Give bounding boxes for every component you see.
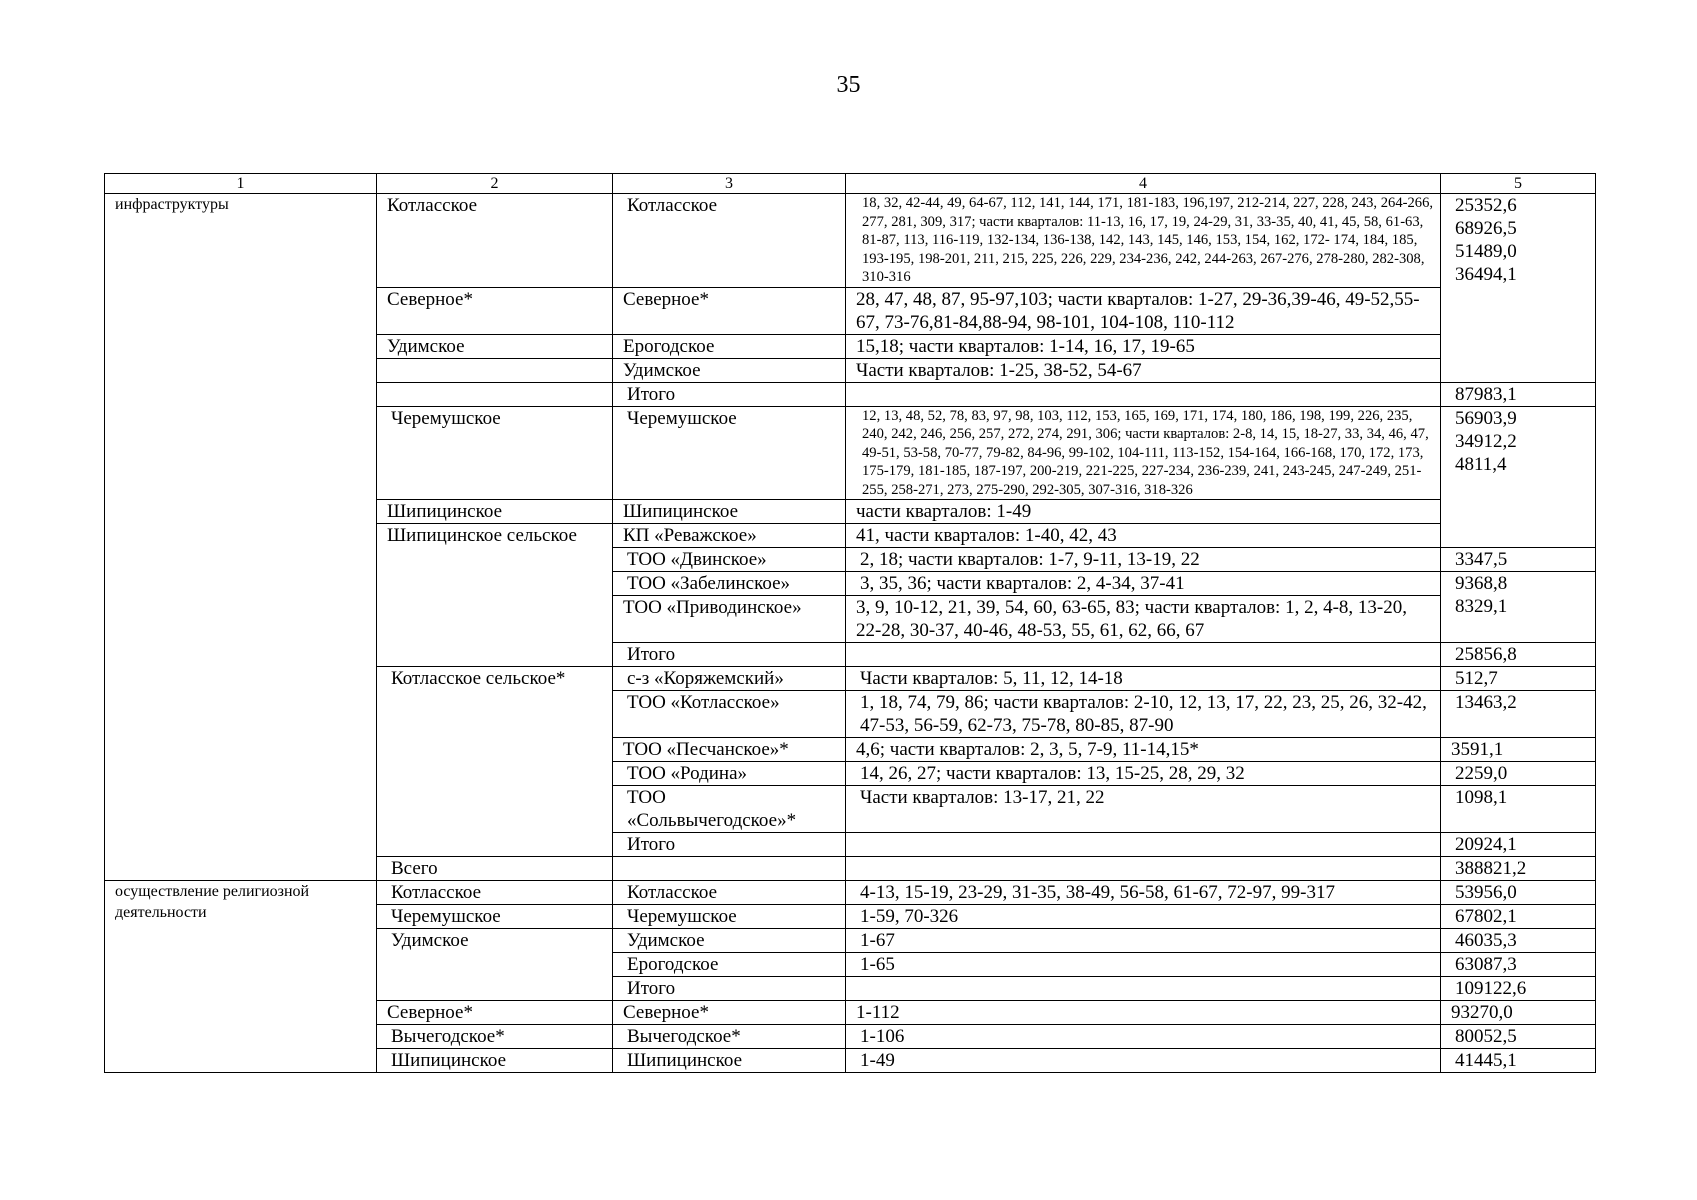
district-cell: Черемушское (613, 905, 846, 929)
district-cell: ТОО «Забелинское» (613, 572, 846, 596)
column-header: 1 (105, 174, 377, 194)
area-cell: 3591,1 (1441, 738, 1596, 762)
district-cell: Северное* (613, 1001, 846, 1025)
forestry-cell: Удимское (377, 929, 613, 1001)
area-cell: 80052,5 (1441, 1025, 1596, 1049)
header-row (105, 174, 1596, 194)
area-cell: 93270,0 (1441, 1001, 1596, 1025)
area-cell (1441, 194, 1596, 383)
area-cell: 1098,1 (1441, 786, 1596, 833)
quarters-cell: части кварталов: 1-49 (846, 500, 1441, 524)
quarters-cell: 15,18; части кварталов: 1-14, 16, 17, 19-65 (846, 334, 1441, 358)
area-value: 9368,8 (1455, 573, 1508, 594)
quarters-cell: 2, 18; части кварталов: 1-7, 9-11, 13-19, 22 (846, 548, 1441, 572)
quarters-cell (846, 977, 1441, 1001)
area-cell: 3347,5 (1441, 548, 1596, 572)
area-cell: 20924,1 (1441, 833, 1596, 857)
quarters-cell: 1-59, 70-326 (846, 905, 1441, 929)
table-row (105, 194, 1596, 288)
quarters-cell: 28, 47, 48, 87, 95-97,103; части кварталов: 1-27, 29-36,39-46, 49-52,55-67, 73-76,81-84,88-94, 98-101, 104-108, 110-112 (846, 287, 1441, 334)
area-cell: 388821,2 (1441, 857, 1596, 881)
column-header: 3 (613, 174, 846, 194)
district-cell: ТОО «Приводинское» (613, 596, 846, 643)
district-cell: Северное* (613, 287, 846, 334)
column-header: 5 (1441, 174, 1596, 194)
district-cell: Итого (613, 977, 846, 1001)
quarters-cell: 4,6; части кварталов: 2, 3, 5, 7-9, 11-14,15* (846, 738, 1441, 762)
quarters-cell (846, 643, 1441, 667)
forestry-cell: Котласское (377, 194, 613, 288)
area-cell: 67802,1 (1441, 905, 1596, 929)
district-cell: Удимское (613, 929, 846, 953)
quarters-cell: 41, части кварталов: 1-40, 42, 43 (846, 524, 1441, 548)
area-cell: 46035,3 (1441, 929, 1596, 953)
forestry-cell: Черемушское (377, 905, 613, 929)
area-cell: 109122,6 (1441, 977, 1596, 1001)
area-cell: 87983,1 (1441, 382, 1596, 406)
district-cell: Удимское (613, 358, 846, 382)
quarters-cell (846, 382, 1441, 406)
column-header: 4 (846, 174, 1441, 194)
area-value: 8329,1 (1455, 596, 1508, 617)
district-cell: Вычегодское* (613, 1025, 846, 1049)
district-cell: Итого (613, 643, 846, 667)
page-number: 35 (836, 72, 861, 98)
forestry-cell: Северное* (377, 1001, 613, 1025)
quarters-cell: Части кварталов: 13-17, 21, 22 (846, 786, 1441, 833)
area-value: 34912,2 (1455, 430, 1517, 452)
area-cell: 13463,2 (1441, 691, 1596, 738)
quarters-cell: 1-65 (846, 953, 1441, 977)
area-cell (1441, 572, 1596, 643)
district-cell: Итого (613, 382, 846, 406)
purpose-cell: осуществление религиозной деятельности (105, 881, 377, 1073)
forestry-cell: Шипицинское (377, 1049, 613, 1073)
quarters-cell (846, 857, 1441, 881)
district-cell: ТОО «Котласское» (613, 691, 846, 738)
purpose-cell: инфраструктуры (105, 194, 377, 881)
area-value: 25352,6 (1455, 195, 1517, 216)
district-cell: Шипицинское (613, 500, 846, 524)
area-cell (1441, 406, 1596, 548)
forestry-cell: Шипицинское (377, 500, 613, 524)
forestry-cell: Черемушское (377, 406, 613, 500)
quarters-cell: 12, 13, 48, 52, 78, 83, 97, 98, 103, 112, 153, 165, 169, 171, 174, 180, 186, 198, 199, 226, 235, 240, 242, 246, 256, 257, 272, 274, 291, 306; части кварталов: 2-8, 14, 15, 18-27, 33, 34, 46, 47, 49-51, 53-58, 70-77, 79-82, 84-96, 99-102, 104-111, 113-152, 154-164, 166-168, 170, 172, 173, 175-179, 181-185, 187-197, 200-219, 221-225, 227-234, 236-239, 241, 243-245, 247-249, 251-255, 258-271, 273, 275-290, 292-305, 307-316, 318-326 (846, 406, 1441, 500)
quarters-cell: 18, 32, 42-44, 49, 64-67, 112, 141, 144, 171, 181-183, 196,197, 212-214, 227, 228, 243, 264-266, 277, 281, 309, 317; части кварталов: 11-13, 16, 17, 19, 24-29, 31, 33-35, 40, 41, 45, 58, 61-63, 81-87, 113, 116-119, 132-134, 136-138, 142, 143, 145, 146, 153, 154, 162, 172- 174, 184, 185, 193-195, 198-201, 211, 215, 225, 226, 229, 234-236, 242, 244-263, 267-276, 278-280, 282-308, 310-316 (846, 194, 1441, 288)
district-cell: Ерогодское (613, 953, 846, 977)
quarters-cell: 1-49 (846, 1049, 1441, 1073)
quarters-cell: Части кварталов: 1-25, 38-52, 54-67 (846, 358, 1441, 382)
area-cell: 53956,0 (1441, 881, 1596, 905)
forestry-cell: Вычегодское* (377, 1025, 613, 1049)
area-value: 4811,4 (1455, 453, 1507, 475)
quarters-cell: 4-13, 15-19, 23-29, 31-35, 38-49, 56-58, 61-67, 72-97, 99-317 (846, 881, 1441, 905)
district-cell: ТОО «Сольвычегодское»* (613, 786, 846, 833)
district-cell: ТОО «Двинское» (613, 548, 846, 572)
district-cell: с-з «Коряжемский» (613, 667, 846, 691)
district-cell: Котласское (613, 194, 846, 288)
data-table (104, 173, 1596, 1073)
area-value: 51489,0 (1455, 241, 1517, 262)
district-cell: Итого (613, 833, 846, 857)
quarters-cell: 3, 9, 10-12, 21, 39, 54, 60, 63-65, 83; части кварталов: 1, 2, 4-8, 13-20, 22-28, 30-37, 40-46, 48-53, 55, 61, 62, 66, 67 (846, 596, 1441, 643)
forestry-cell: Шипицинское сельское (377, 524, 613, 667)
area-value: 56903,9 (1455, 407, 1517, 429)
area-cell: 2259,0 (1441, 762, 1596, 786)
quarters-cell: 1, 18, 74, 79, 86; части кварталов: 2-10, 12, 13, 17, 22, 23, 25, 26, 32-42, 47-53, 56-59, 62-73, 75-78, 80-85, 87-90 (846, 691, 1441, 738)
quarters-cell: 1-112 (846, 1001, 1441, 1025)
forestry-cell: Удимское (377, 334, 613, 358)
quarters-cell: 1-67 (846, 929, 1441, 953)
quarters-cell: 3, 35, 36; части кварталов: 2, 4-34, 37-41 (846, 572, 1441, 596)
column-header: 2 (377, 174, 613, 194)
area-cell: 63087,3 (1441, 953, 1596, 977)
quarters-cell: Части кварталов: 5, 11, 12, 14-18 (846, 667, 1441, 691)
forestry-cell: Котласское (377, 881, 613, 905)
quarters-cell (846, 833, 1441, 857)
quarters-cell: 14, 26, 27; части кварталов: 13, 15-25, 28, 29, 32 (846, 762, 1441, 786)
area-cell: 512,7 (1441, 667, 1596, 691)
table-row (105, 881, 1596, 905)
district-cell: КП «Реважское» (613, 524, 846, 548)
area-value: 36494,1 (1455, 264, 1517, 285)
area-value: 68926,5 (1455, 218, 1517, 239)
district-cell: Черемушское (613, 406, 846, 500)
quarters-cell: 1-106 (846, 1025, 1441, 1049)
district-cell: Котласское (613, 881, 846, 905)
area-cell: 25856,8 (1441, 643, 1596, 667)
district-cell: Ерогодское (613, 334, 846, 358)
district-cell: ТОО «Песчанское»* (613, 738, 846, 762)
area-cell: 41445,1 (1441, 1049, 1596, 1073)
forestry-cell: Котласское сельское* (377, 667, 613, 857)
forestry-cell (377, 358, 613, 382)
district-cell (613, 857, 846, 881)
forestry-cell (377, 382, 613, 406)
forestry-cell: Всего (377, 857, 613, 881)
district-cell: Шипицинское (613, 1049, 846, 1073)
forestry-cell: Северное* (377, 287, 613, 334)
district-cell: ТОО «Родина» (613, 762, 846, 786)
